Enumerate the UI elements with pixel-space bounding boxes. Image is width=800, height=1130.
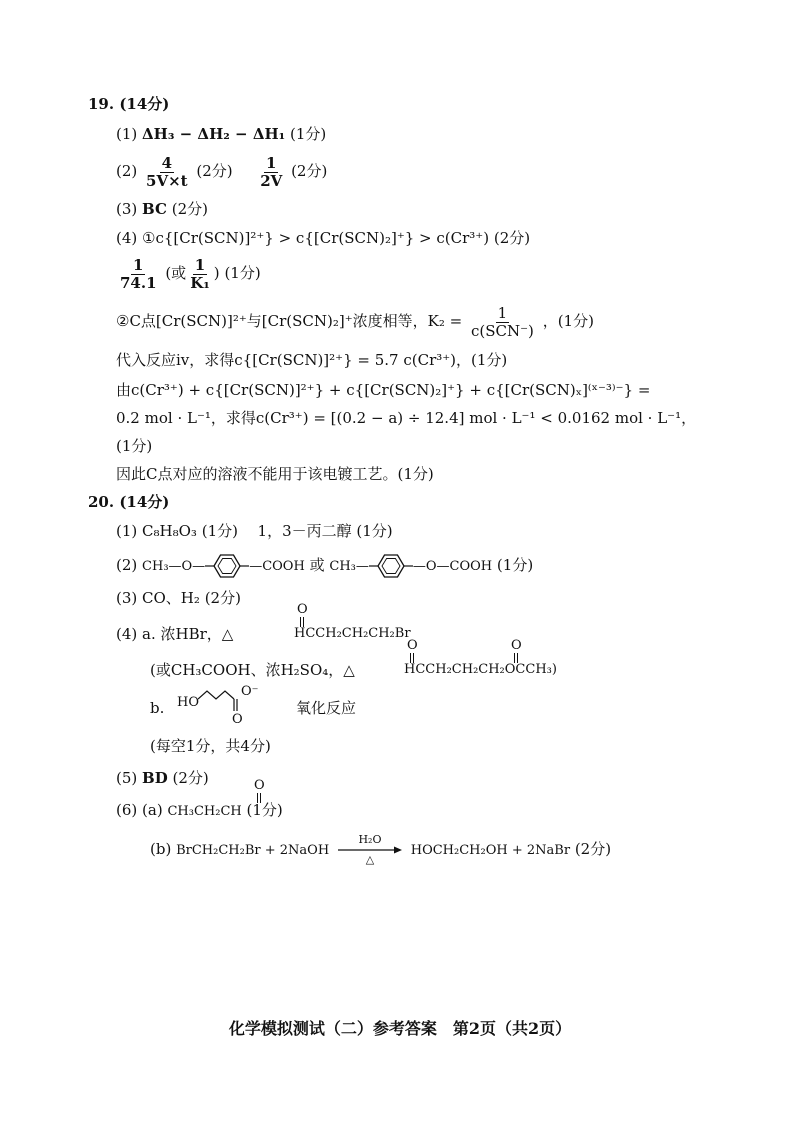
q20-part4-b-label: b. <box>150 699 165 717</box>
sub-label: (a) <box>142 801 163 819</box>
carbonyl-o-label: O <box>297 602 308 617</box>
k2-statement: ②C点[Cr(SCN)]²⁺与[Cr(SCN)₂]⁺浓度相等，K₂ = <box>116 312 463 330</box>
page-footer: 化学模拟测试（二）参考答案 第2页（共2页） <box>228 1019 572 1038</box>
q19-part2 <box>116 152 327 190</box>
fraction-denominator: K₁ <box>190 273 210 292</box>
fraction-denominator: 5V×t <box>146 171 188 190</box>
score: (1分) <box>289 125 327 143</box>
fraction-denominator: 2V <box>260 171 283 190</box>
q20-part5 <box>116 768 209 788</box>
benzene-ring-icon <box>369 553 413 579</box>
q20-part6-b <box>150 834 611 866</box>
part-label: (3) <box>116 200 138 218</box>
fraction-denominator: 74.1 <box>120 273 157 292</box>
or-text: (或 <box>165 264 187 282</box>
benzene-ring-icon <box>205 553 249 579</box>
hydroxyl-label: HO <box>177 695 199 710</box>
q19-part4-line7: (1分) <box>116 437 153 455</box>
part-label: (1) <box>116 522 138 540</box>
q19-part4-line2 <box>116 254 261 292</box>
score: (2分) <box>196 162 233 180</box>
q20-part4-note: (每空1分，共4分) <box>150 737 271 755</box>
structure1-left: CH₃—O— <box>142 559 206 574</box>
product-a: HCCH₂CH₂CH₂Br <box>294 626 411 641</box>
part-label: (4) <box>116 625 138 643</box>
q19-part4-line8: 因此C点对应的溶液不能用于该电镀工艺。(1分) <box>116 465 434 483</box>
answer: CO、H₂ <box>142 589 200 607</box>
fraction-numerator: 1 <box>194 255 206 274</box>
part-label: (2) <box>116 162 138 180</box>
score: (1分) <box>356 522 393 540</box>
carboxylate-o-minus: O⁻ <box>241 684 259 699</box>
score: (2分) <box>172 769 209 787</box>
enthalpy-expression: ΔH₃ − ΔH₂ − ΔH₁ <box>142 125 286 143</box>
q19-part4-line3 <box>116 302 594 340</box>
q19-part4-line6: 0.2 mol · L⁻¹，求得c(Cr³⁺) = [(0.2 − a) ÷ 12.4] mol · L⁻¹ < 0.0162 mol · L⁻¹， <box>116 409 697 427</box>
fraction-numerator: 1 <box>133 255 144 274</box>
score: (2分) <box>574 840 612 858</box>
propanal-formula: CH₃CH₂CH <box>167 804 242 819</box>
fraction-k1 <box>188 257 212 292</box>
answer: BC <box>142 200 167 218</box>
carbonyl-o-label: O <box>511 638 522 653</box>
molecular-formula: C₈H₈O₃ <box>142 522 197 540</box>
fraction-denominator: c(SCN⁻) <box>471 321 534 340</box>
part-label: (3) <box>116 589 138 607</box>
score: (1分) <box>246 801 283 819</box>
structure1-right: —COOH <box>249 559 305 574</box>
double-bond-icon <box>255 793 263 803</box>
q19-part3 <box>116 199 208 219</box>
product-alt: HCCH₂CH₂CH₂OCCH₃) <box>404 662 557 677</box>
part-label: (1) <box>116 125 138 143</box>
reaction-arrow <box>338 834 402 866</box>
score: (1分) <box>224 264 261 282</box>
q20-part2 <box>116 550 533 582</box>
reactants: BrCH₂CH₂Br + 2NaOH <box>176 843 330 858</box>
score: (2分) <box>171 200 208 218</box>
arrow-condition-top: H₂O <box>358 833 382 846</box>
fraction-k2 <box>469 305 536 340</box>
q19-part4-line1 <box>116 228 530 248</box>
q19-part4-line4: 代入反应iv，求得c{[Cr(SCN)]²⁺} = 5.7 c(Cr³⁺)，(1分) <box>116 351 508 369</box>
q19-part1 <box>116 124 326 144</box>
score: (1分) <box>496 556 534 574</box>
q20-part4-a <box>116 624 233 644</box>
fraction-numerator: 4 <box>161 153 173 172</box>
q20-part6-a <box>116 800 283 822</box>
score: (2分) <box>291 162 328 180</box>
fraction-numerator: 1 <box>497 303 508 322</box>
score: ，(1分) <box>542 312 594 330</box>
fraction-rate <box>144 155 190 190</box>
fraction-concentration <box>258 155 284 190</box>
q20-part4-alt: (或CH₃COOH、浓H₂SO₄，△ <box>150 661 355 679</box>
compound-name: 1，3－丙二醇 <box>257 522 352 540</box>
structure2-left: CH₃— <box>329 559 369 574</box>
carbonyl-o-label: O <box>407 638 418 653</box>
products: HOCH₂CH₂OH + 2NaBr <box>410 843 571 858</box>
q20-heading: 20. (14分) <box>88 493 170 511</box>
part-label: (2) <box>116 556 138 574</box>
q19-part4-line5: 由c(Cr³⁺) + c{[Cr(SCN)]²⁺} + c{[Cr(SCN)₂]⁺} + c{[Cr(SCN)ₓ]⁽ˣ⁻³⁾⁻} = <box>116 381 651 399</box>
sub-label: (b) <box>150 840 172 858</box>
structure2-right: —O—COOH <box>412 559 493 574</box>
part-label: (4) <box>116 229 138 247</box>
concentration-order: ①c{[Cr(SCN)]²⁺} > c{[Cr(SCN)₂]⁺} > c(Cr³⁺) <box>142 229 490 247</box>
score: (1分) <box>201 522 238 540</box>
part-label: (5) <box>116 769 138 787</box>
answer: BD <box>142 769 168 787</box>
reagent-a: a. 浓HBr，△ <box>142 625 234 643</box>
or-text: 或 <box>309 556 325 574</box>
carboxylate-o: O <box>232 712 243 727</box>
q19-heading: 19. (14分) <box>88 95 170 113</box>
arrow-condition-bottom: △ <box>365 853 375 866</box>
q20-part3 <box>116 588 241 608</box>
q20-part1 <box>116 521 393 541</box>
fraction-constant <box>118 257 159 292</box>
carbonyl-o-label: O <box>254 778 265 793</box>
reaction-type: 氧化反应 <box>296 699 357 717</box>
score: (2分) <box>204 589 241 607</box>
part-label: (6) <box>116 801 138 819</box>
or-close: ) <box>213 264 220 282</box>
fraction-numerator: 1 <box>266 153 277 172</box>
score: (2分) <box>493 229 531 247</box>
